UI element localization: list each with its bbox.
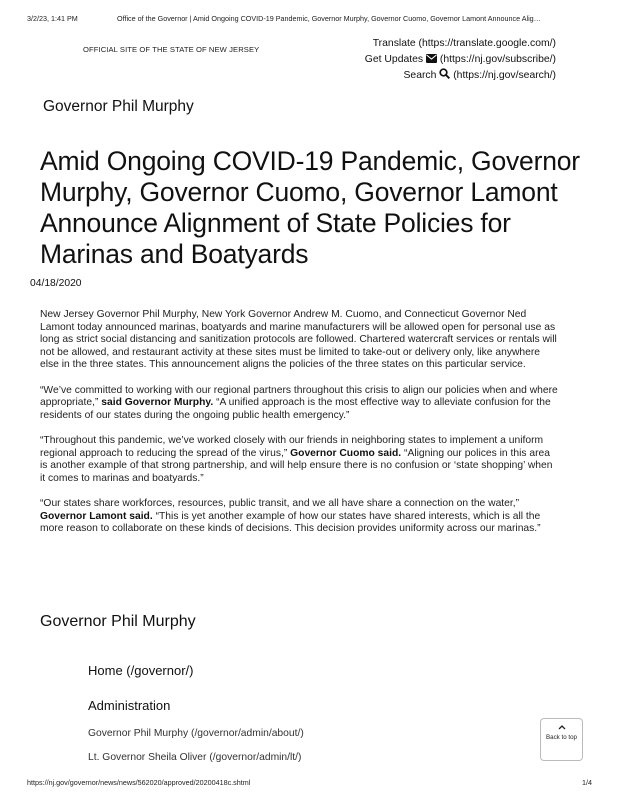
print-timestamp: 3/2/23, 1:41 PM (27, 14, 78, 23)
article-paragraph (40, 435, 560, 485)
chevron-up-icon (541, 724, 582, 734)
article-paragraph (40, 385, 560, 423)
search-label: Search (403, 70, 437, 81)
site-title[interactable]: Governor Phil Murphy (43, 98, 194, 115)
envelope-icon (426, 54, 437, 63)
back-to-top-button[interactable] (540, 718, 583, 761)
quote-text: “Our states share workforces, resources, public transit, and we all have share a connection on the water,” (40, 497, 520, 509)
footer-title: Governor Phil Murphy (40, 613, 196, 630)
article-paragraph: New Jersey Governor Phil Murphy, New York Governor Andrew M. Cuomo, and Connecticut Governor Ned Lamont today announced marinas, boatyards and marine manufacturers will be allowed open for personal use as long as strict social distancing and sanitization protocols are followed. Chartered watercraft services or rentals will not be allowed, and restaurant activity at these sites must be limited to take-out or delivery only, like anywhere else in the three states. This announcement aligns the policies of the three states on this particular service. (40, 309, 557, 371)
quote-text: “This is yet another example of how our states have shared interests, which is all the more reason to collaborate on these kinds of decisions. This decision provides uniformity across our marinas.” (40, 510, 541, 535)
utility-links (365, 36, 556, 84)
footer-home-link[interactable]: Home (/governor/) (88, 663, 194, 678)
quote-attribution: Governor Cuomo said. (290, 447, 402, 459)
footer-lt-governor-link[interactable]: Lt. Governor Sheila Oliver (/governor/admin/lt/) (88, 752, 302, 763)
quote-text: “Throughout this pandemic, we’ve worked closely with our friends in neighboring states to implement a uniform regional approach to reducing the spread of the virus,” (40, 434, 544, 459)
translate-link[interactable]: Translate (https://translate.google.com/) (372, 38, 556, 49)
magnifier-icon (439, 68, 450, 79)
search-url: (https://nj.gov/search/) (453, 70, 556, 81)
quote-attribution: said Governor Murphy. (101, 397, 214, 409)
quote-text: “Aligning our polices in this area is another example of that strong partnership, and will help ensure there is no confusion or ‘state shopping’ when it comes to marinas and boatyards.” (40, 447, 553, 484)
quote-text: “A unified approach is the most effective way to alleviate confusion for the residents of our states during the ongoing public health emergency.” (40, 397, 551, 421)
get-updates-url: (https://nj.gov/subscribe/) (439, 54, 556, 65)
get-updates-label: Get Updates (364, 54, 424, 65)
back-to-top-label: Back to top (546, 734, 577, 741)
get-updates-link[interactable] (365, 52, 556, 68)
print-page-title: Office of the Governor | Amid Ongoing COVID-19 Pandemic, Governor Murphy, Governor Cuomo, Governor Lamont Announce Alig… (117, 14, 541, 23)
official-site-label: OFFICIAL SITE OF THE STATE OF NEW JERSEY (83, 45, 260, 54)
print-page-number: 1/4 (582, 778, 592, 787)
article-paragraph (40, 498, 560, 536)
footer-governor-link[interactable]: Governor Phil Murphy (/governor/admin/about/) (88, 728, 304, 739)
footer-administration-heading: Administration (88, 698, 171, 713)
article-headline: Amid Ongoing COVID-19 Pandemic, Governor Murphy, Governor Cuomo, Governor Lamont Announce Alignment of State Policies for Marinas and Boatyards (40, 146, 580, 269)
print-header (27, 14, 597, 23)
quote-attribution: Governor Lamont said. (40, 510, 153, 522)
article-date: 04/18/2020 (30, 278, 82, 289)
search-link[interactable] (365, 68, 556, 84)
quote-text: “We’ve committed to working with our regional partners throughout this crisis to align our policies when and where appropriate,” (40, 384, 558, 409)
article-body (40, 309, 560, 548)
print-url: https://nj.gov/governor/news/news/562020/approved/20200418c.shtml (27, 778, 251, 787)
print-footer (27, 778, 592, 787)
